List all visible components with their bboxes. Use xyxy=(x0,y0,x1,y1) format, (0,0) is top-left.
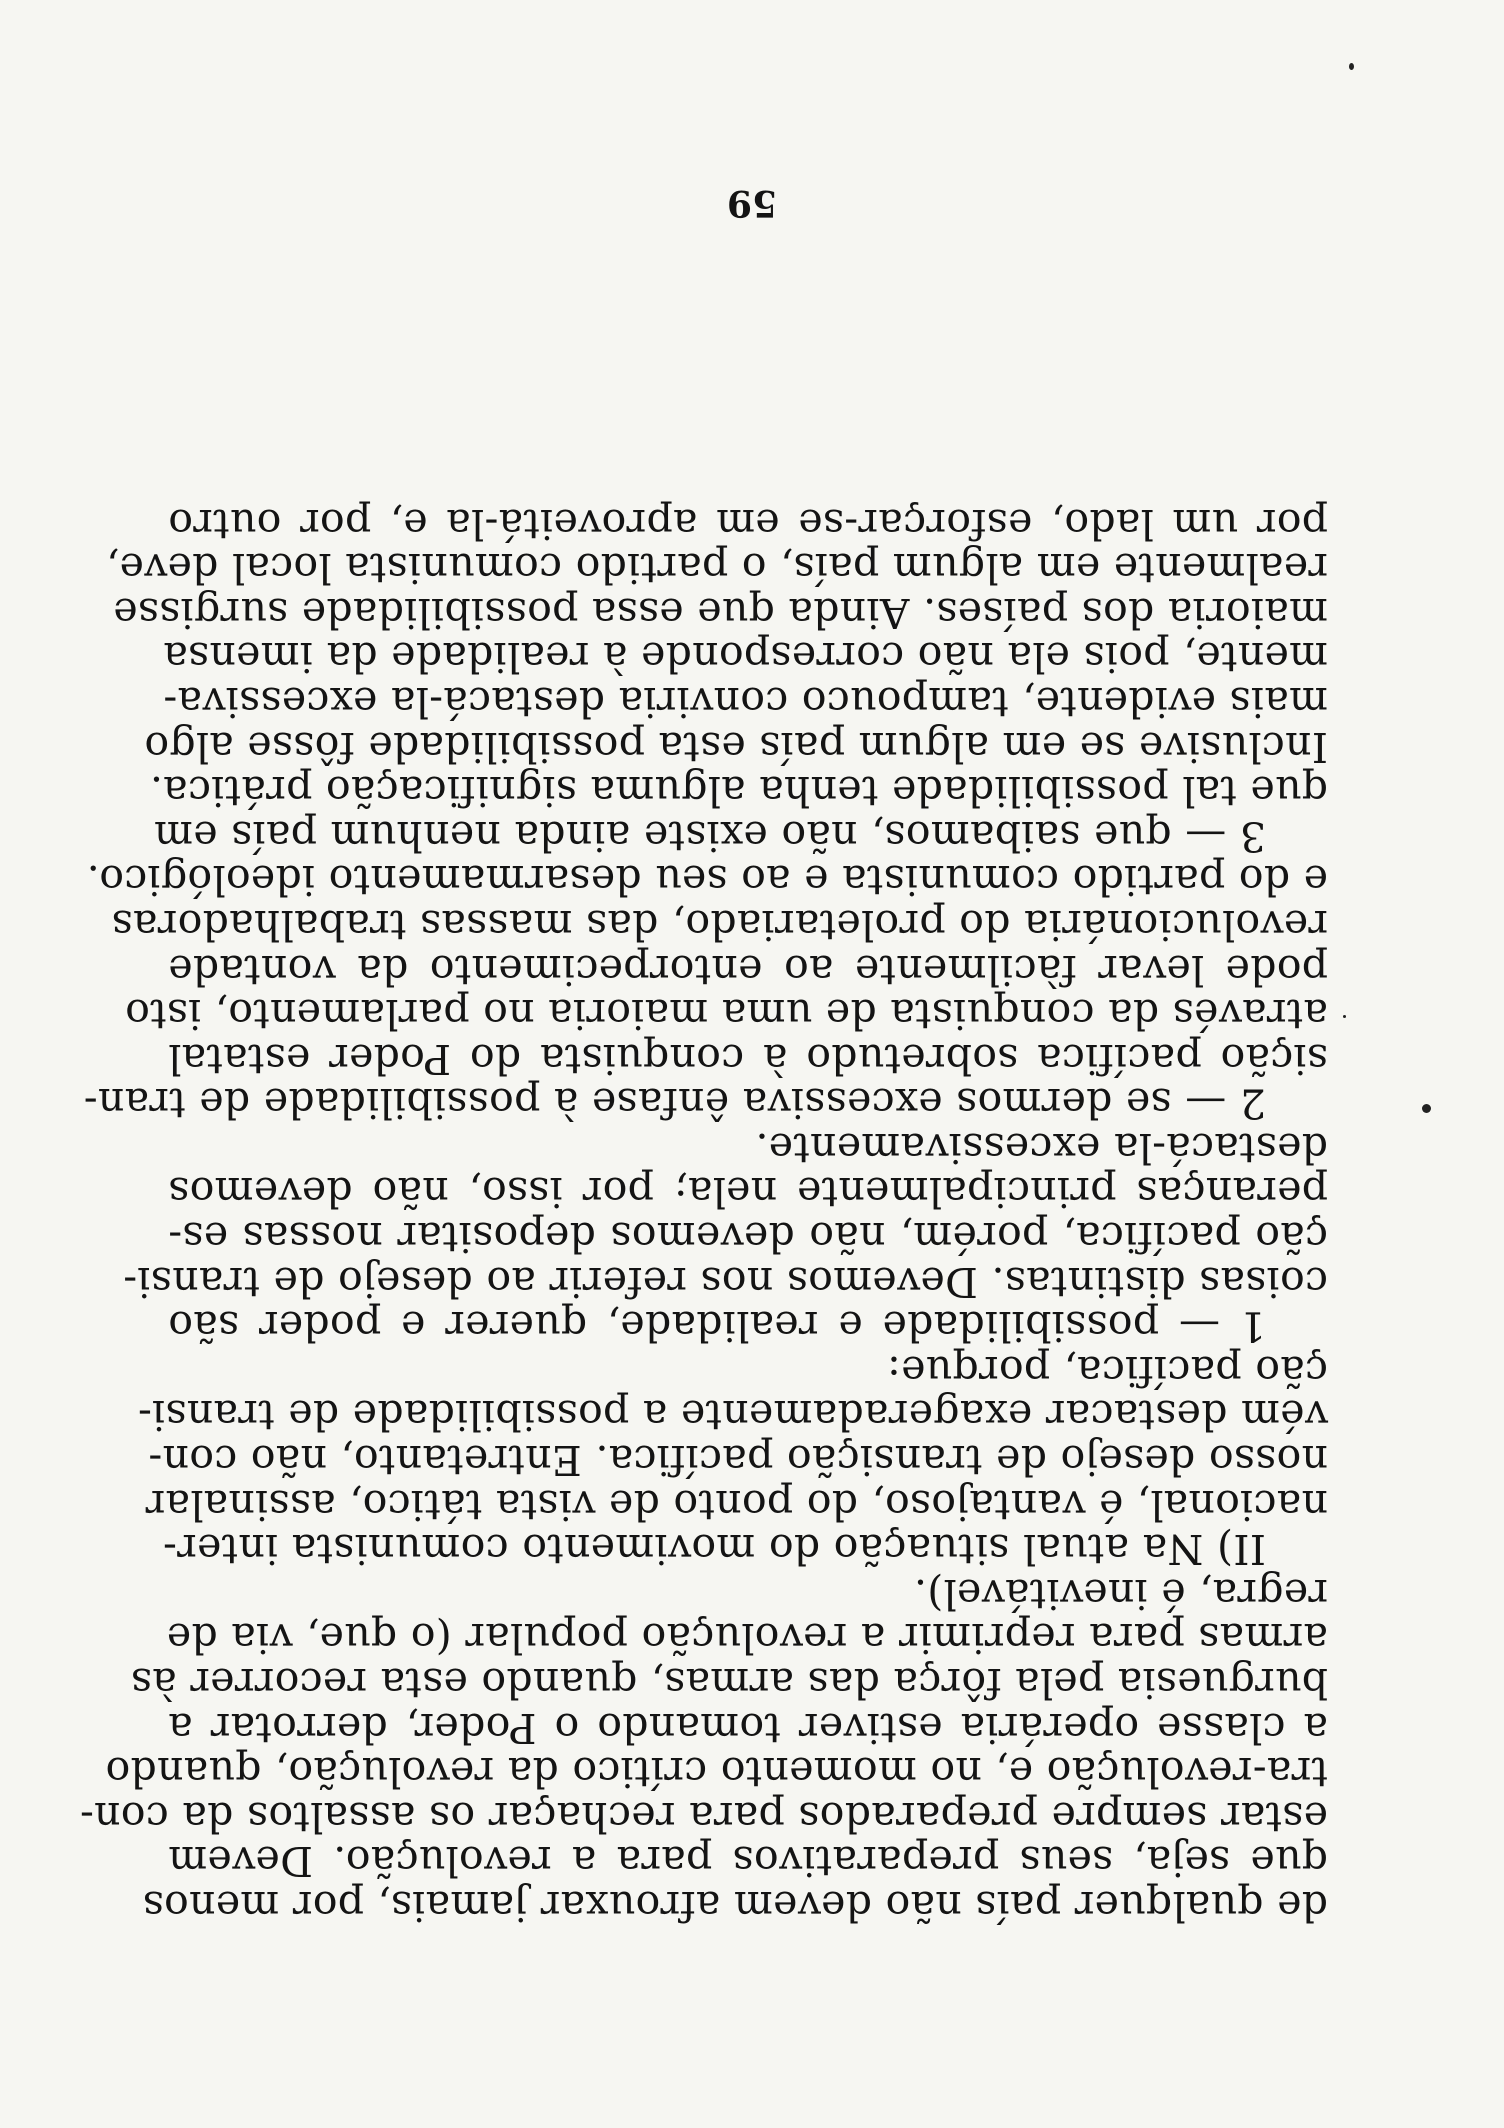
scan-speck xyxy=(1349,63,1354,70)
text-line: nacional, é vantajoso, do ponto de vista tático, assinalar xyxy=(145,1480,1328,1529)
text-line: vém destacar exageradamente a possibilidade de transi- xyxy=(137,1391,1328,1440)
text-line: por um lado, esforçar-se em aproveitá-la e, por outro xyxy=(168,499,1328,548)
text-line: 3 — que saibamos, não existe ainda nenhum país em xyxy=(153,811,1266,860)
text-line: maioria dos países. Ainda que essa possibilidade surgisse xyxy=(113,588,1328,637)
text-line: ção pacífica, porque: xyxy=(886,1346,1328,1395)
text-line: regra, é inevitável). xyxy=(913,1569,1328,1618)
scan-speck xyxy=(1343,1015,1346,1018)
text-line: armas para reprimir a revolução popular (o que, via de xyxy=(166,1614,1328,1663)
text-line: destacá-la excessivamente. xyxy=(755,1123,1328,1172)
text-line: burguesia pela fôrça das armas, quando esta recorrer às xyxy=(130,1659,1328,1708)
text-line: II) Na atual situação do movimento comunista inter- xyxy=(162,1525,1266,1574)
text-line: revolucionária do proletariado, das massas trabalhadoras xyxy=(111,900,1328,949)
text-line: que tal possibilidade tenha alguma significação prática. xyxy=(149,767,1328,816)
text-line: a classe operária estiver tomando o Poder, derrotar a xyxy=(168,1703,1328,1752)
text-line: através da conquista de uma maioria no parlamento, isto xyxy=(124,990,1328,1039)
text-line: realmente em algum país, o partido comunista local deve, xyxy=(105,544,1328,593)
text-line: 1 — possibilidade e realidade, querer e poder são xyxy=(168,1302,1266,1351)
text-line: nosso desejo de transição pacífica. Entretanto, não con- xyxy=(148,1436,1328,1485)
text-line: 2 — se dermos excessiva ênfase à possibilidade de tran- xyxy=(83,1079,1266,1128)
text-line: tra-revolução e, no momento crítico da revolução, quando xyxy=(105,1748,1328,1797)
text-line: sição pacífica sobretudo à conquista do Poder estatal xyxy=(168,1034,1328,1083)
text-line: que seja, seus preparativos para a revolução. Devem xyxy=(168,1837,1328,1886)
text-line: estar sempre preparados para rechaçar os assaltos da con- xyxy=(79,1792,1328,1841)
text-line: pode levar fàcilmente ao entorpecimento da vontade xyxy=(168,945,1328,994)
scan-speck xyxy=(1422,1104,1431,1113)
text-line: coisas distintas. Devemos nos referir ao desejo de transi- xyxy=(122,1257,1328,1306)
text-line: mais evidente, tampouco conviria destacá-la excessiva- xyxy=(163,677,1328,726)
text-line: peranças principalmente nela; por isso, não devemos xyxy=(168,1168,1328,1217)
text-line: mente, pois ela não corresponde à realidade da imensa xyxy=(163,633,1328,682)
body-text xyxy=(79,499,1328,1930)
text-line: Inclusive se em algum país esta possibilidade fôsse algo xyxy=(144,722,1328,771)
text-line: de qualquer país não devem afrouxar jamais, por menos xyxy=(142,1882,1328,1930)
page-number: 59 xyxy=(726,182,778,224)
text-line: e do partido comunista e ao seu desarmamento ideológico. xyxy=(86,856,1328,905)
text-line: ção pacífica, porém, não devemos depositar nossas es- xyxy=(168,1213,1328,1262)
